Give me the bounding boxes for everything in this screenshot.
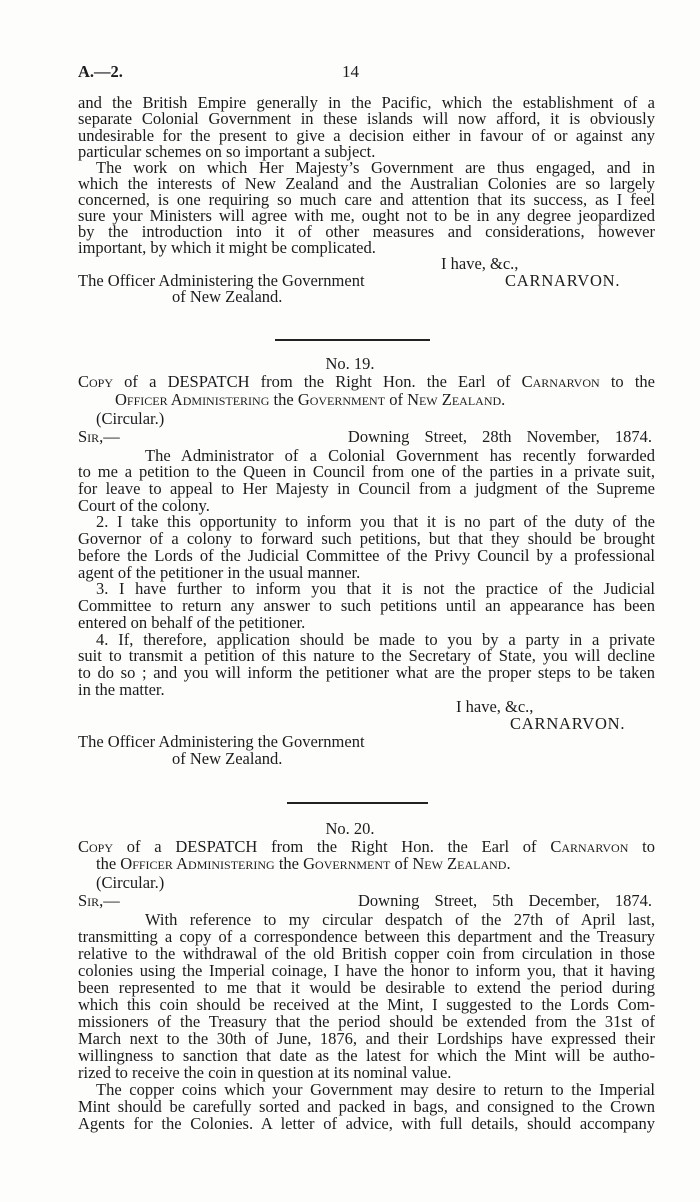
text-line: suit to transmit a petition of this nature to the Secretary of State, you will decline	[78, 646, 655, 665]
addressee-line: of New Zealand.	[172, 287, 283, 306]
title-segment: Copy	[78, 837, 114, 856]
title-segment: the	[269, 390, 298, 409]
dateline: Downing Street, 5th December, 1874.	[358, 891, 652, 910]
title-segment: the	[96, 854, 121, 873]
text-line: With reference to my circular despatch of the 27th of April last,	[145, 910, 655, 929]
title-segment: Government	[303, 854, 391, 873]
signature: CARNARVON.	[505, 271, 621, 290]
text-line: relative to the withdrawal of the old British copper coin from circulation in those	[78, 944, 655, 963]
text-line: March next to the 30th of June, 1876, and their Lordships have expressed their	[78, 1029, 655, 1048]
addressee-line: The Officer Administering the Government	[78, 271, 365, 290]
text-line: 4. If, therefore, application should be made to you by a party in a private	[96, 630, 655, 649]
text-line: Committee to return any answer to such petitions until an appearance has been	[78, 596, 655, 615]
text-line: Court of the colony.	[78, 496, 210, 515]
text-line: rized to receive the coin in question at its nominal value.	[78, 1063, 452, 1082]
title-segment: Officer Administering	[120, 854, 275, 873]
title-segment: of a DESPATCH from the Right Hon. the Earl of	[113, 837, 551, 856]
title-segment: to the	[599, 372, 655, 391]
text-line: The work on which Her Majesty’s Government are thus engaged, and in	[96, 158, 655, 177]
dateline: Downing Street, 28th November, 1874.	[347, 427, 652, 446]
text-line: to do so ; and you will inform the petitioner what are the proper steps to be taken	[78, 663, 655, 682]
closing-formula: I have, &c.,	[456, 697, 534, 716]
text-line: 3. I have further to inform you that it is not the practice of the Judicial	[96, 579, 655, 598]
text-line: sure your Ministers will agree with me, ought not to be in any degree jeopardized	[78, 206, 655, 225]
text-line: important, by which it might be complicated.	[78, 238, 376, 257]
title-segment: .	[506, 854, 511, 873]
text-line: which this coin should be received at the Mint, I suggested to the Lords Com-	[78, 995, 655, 1014]
text-line: been represented to me that it would be desirable to extend the period during	[78, 978, 655, 997]
despatch-title-line	[78, 373, 655, 390]
text-line: concerned, is one requiring so much care and attention that its success, as I feel	[78, 190, 655, 209]
closing-formula: I have, &c.,	[441, 254, 519, 273]
text-line: The copper coins which your Government may desire to return to the Imperial	[96, 1080, 655, 1099]
title-segment: of	[390, 854, 413, 873]
text-line: transmitting a copy of a correspondence between this department and the Treasury	[78, 927, 655, 946]
addressee-line: of New Zealand.	[172, 749, 283, 768]
despatch-title-line	[78, 838, 655, 855]
title-segment: Officer Administering	[115, 390, 270, 409]
title-segment: Carnarvon	[521, 372, 600, 391]
text-line: separate Colonial Government in these islands will now afford, it is obviously	[78, 109, 655, 128]
text-line: which the interests of New Zealand and the Australian Colonies are so largely	[78, 174, 655, 193]
title-segment: to	[628, 837, 655, 856]
text-line: entered on behalf of the petitioner.	[78, 613, 306, 632]
despatch-number: No. 20.	[325, 819, 375, 838]
salutation: Sir,—	[78, 427, 120, 446]
text-line: to me a petition to the Queen in Council from one of the parties in a private suit,	[78, 462, 655, 481]
text-line: by the introduction into it of other measures and considerations, however	[78, 222, 655, 241]
text-line: Agents for the Colonies. A letter of advice, with full details, should accompany	[78, 1114, 655, 1133]
title-segment: Copy	[78, 372, 114, 391]
text-line: for leave to appeal to Her Majesty in Council from a judgment of the Supreme	[78, 479, 655, 498]
title-segment: Government	[297, 390, 386, 409]
text-line: 2. I take this opportunity to inform you that it is no part of the duty of the	[96, 512, 655, 531]
page-number: 14	[342, 62, 359, 81]
signature: CARNARVON.	[510, 714, 626, 733]
text-line: colonies using the Imperial coinage, I have the honor to inform you, that it having	[78, 961, 655, 980]
text-line: Mint should be carefully sorted and packed in bags, and consigned to the Crown	[78, 1097, 655, 1116]
addressee-line: The Officer Administering the Government	[78, 732, 365, 751]
circular-label: (Circular.)	[96, 873, 165, 892]
section-divider	[275, 339, 430, 341]
text-line: before the Lords of the Judicial Committee of the Privy Council by a professional	[78, 546, 655, 565]
text-line: willingness to sanction that date as the latest for which the Mint will be autho-	[78, 1046, 655, 1065]
text-line: Governor of a colony to forward such petitions, but that they should be brought	[78, 529, 655, 548]
despatch-title-line	[115, 391, 505, 408]
text-line: and the British Empire generally in the Pacific, which the establishment of a	[78, 93, 655, 112]
despatch-number: No. 19.	[325, 354, 375, 373]
title-segment: the	[274, 854, 304, 873]
text-line: in the matter.	[78, 680, 165, 699]
salutation: Sir,—	[78, 891, 120, 910]
text-line: particular schemes on so important a subject.	[78, 142, 376, 161]
document-reference: A.—2.	[78, 62, 123, 81]
title-segment: of	[385, 390, 408, 409]
text-line: missioners of the Treasury that the period should be extended from the 31st of	[78, 1012, 655, 1031]
despatch-title-line	[96, 855, 511, 872]
text-line: agent of the petitioner in the usual manner.	[78, 563, 361, 582]
circular-label: (Circular.)	[96, 409, 165, 428]
text-line: The Administrator of a Colonial Government has recently forwarded	[145, 446, 655, 465]
title-segment: of a DESPATCH from the Right Hon. the Earl of	[113, 372, 522, 391]
title-segment: Carnarvon	[550, 837, 629, 856]
title-segment: .	[501, 390, 506, 409]
text-line: undesirable for the present to give a decision either in favour of or against any	[78, 126, 655, 145]
title-segment: New Zealand	[412, 854, 507, 873]
title-segment: New Zealand	[407, 390, 502, 409]
section-divider	[287, 802, 428, 804]
